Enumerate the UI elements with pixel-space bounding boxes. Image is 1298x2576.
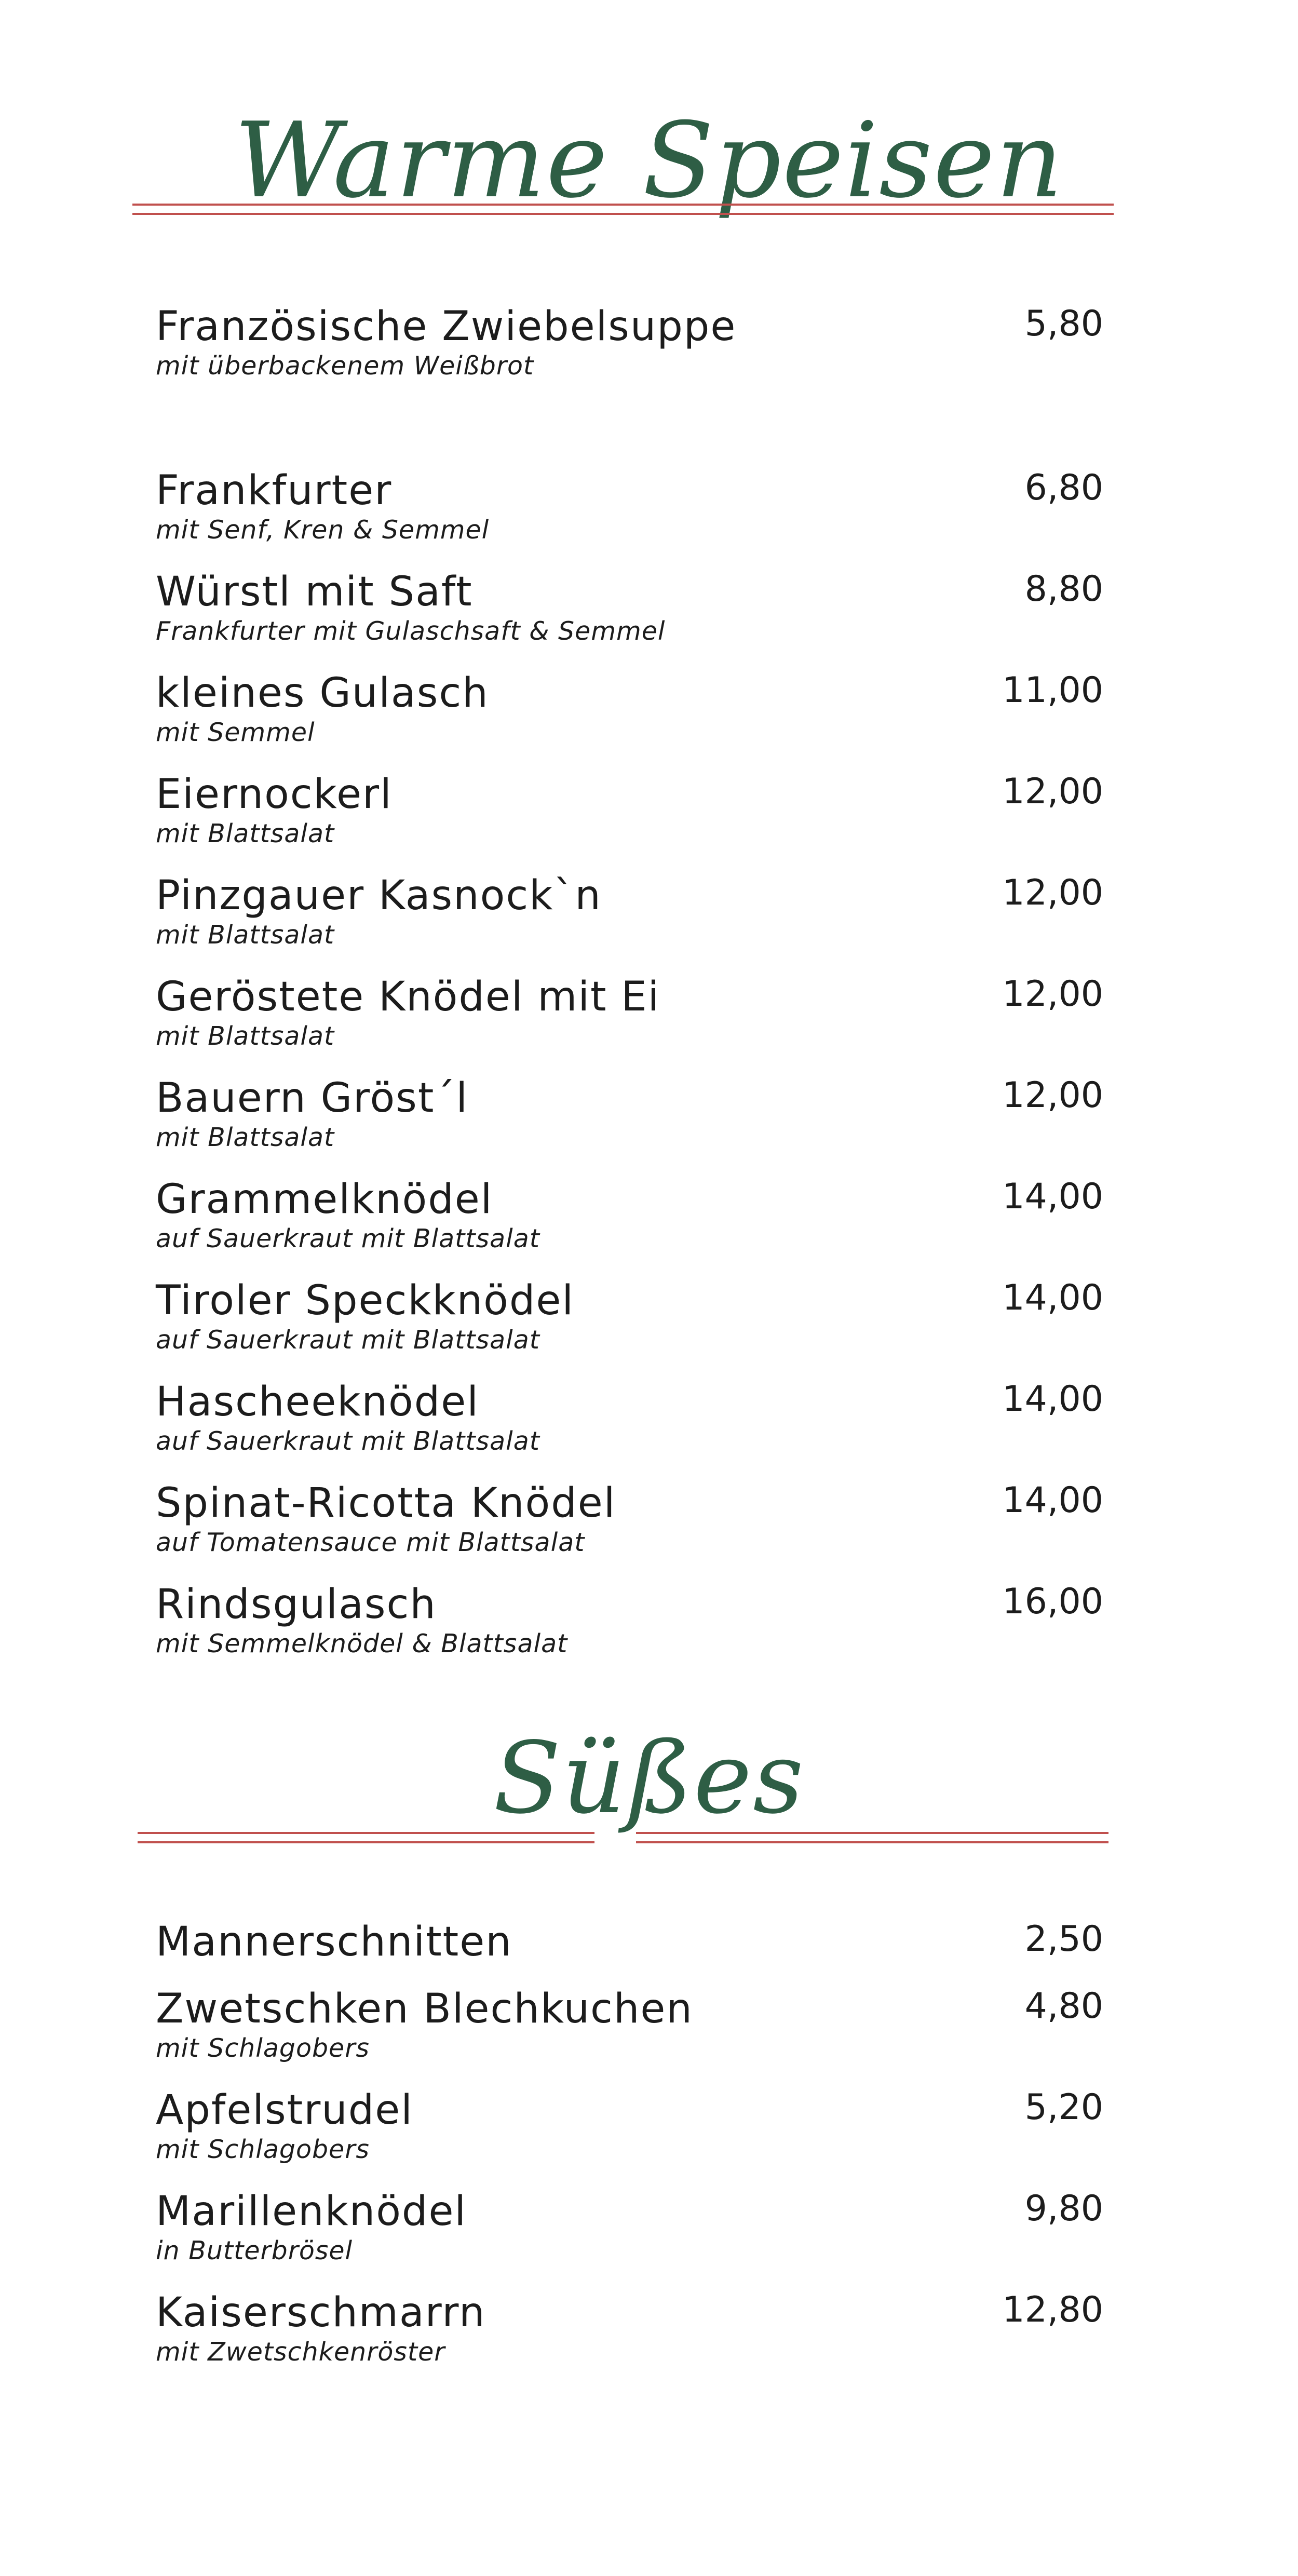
menu-item-name: Würstl mit Saft xyxy=(156,569,473,615)
sweet-rule-right-top xyxy=(636,1832,1108,1834)
menu-item-name: Tiroler Speckknödel xyxy=(156,1277,575,1324)
menu-item-price: 12,00 xyxy=(1002,872,1103,913)
menu-item-description: mit Blattsalat xyxy=(156,1123,335,1152)
menu-item-price: 12,00 xyxy=(1002,1075,1103,1116)
menu-item-description: auf Sauerkraut mit Blattsalat xyxy=(156,1325,540,1355)
menu-item-price: 6,80 xyxy=(1024,467,1103,508)
menu-item-description: auf Sauerkraut mit Blattsalat xyxy=(156,1426,540,1456)
menu-item-price: 5,80 xyxy=(1024,303,1103,344)
menu-item-name: Französische Zwiebelsuppe xyxy=(156,303,737,350)
menu-item-description: auf Tomatensauce mit Blattsalat xyxy=(156,1528,585,1557)
menu-item-description: mit Blattsalat xyxy=(156,819,335,848)
menu-item-price: 8,80 xyxy=(1024,569,1103,610)
menu-item-description: mit Blattsalat xyxy=(156,920,335,950)
section-title-warme-speisen: Warme Speisen xyxy=(234,100,1064,221)
menu-item-description: mit überbackenem Weißbrot xyxy=(156,351,534,381)
title-underline-top xyxy=(132,204,1114,206)
menu-item-description: Frankfurter mit Gulaschsaft & Semmel xyxy=(156,616,666,646)
menu-item-price: 12,00 xyxy=(1002,771,1103,812)
section-title-suesses: Süßes xyxy=(493,1721,805,1836)
menu-item-description: auf Sauerkraut mit Blattsalat xyxy=(156,1224,540,1253)
menu-item-name: Frankfurter xyxy=(156,467,393,514)
menu-item-price: 11,00 xyxy=(1002,670,1103,711)
menu-item-price: 2,50 xyxy=(1024,1919,1103,1960)
menu-item-name: kleines Gulasch xyxy=(156,670,489,717)
menu-item-description: mit Zwetschkenröster xyxy=(156,2337,445,2367)
menu-item-price: 12,00 xyxy=(1002,974,1103,1015)
sweet-rule-left-bottom xyxy=(138,1841,594,1843)
menu-item-price: 14,00 xyxy=(1002,1176,1103,1217)
menu-item-price: 4,80 xyxy=(1024,1986,1103,2027)
menu-item-price: 16,00 xyxy=(1002,1581,1103,1622)
menu-item-name: Marillenknödel xyxy=(156,2188,467,2235)
menu-item-description: mit Schlagobers xyxy=(156,2033,370,2063)
menu-item-name: Kaiserschmarrn xyxy=(156,2289,486,2336)
menu-item-name: Grammelknödel xyxy=(156,1176,493,1223)
menu-item-name: Hascheeknödel xyxy=(156,1379,479,1425)
menu-item-name: Rindsgulasch xyxy=(156,1581,437,1628)
sweet-rule-left-top xyxy=(138,1832,594,1834)
title-underline-bottom xyxy=(132,213,1114,215)
menu-item-price: 12,80 xyxy=(1002,2289,1103,2330)
menu-item-name: Pinzgauer Kasnock`n xyxy=(156,872,602,919)
menu-item-price: 14,00 xyxy=(1002,1480,1103,1521)
menu-item-name: Mannerschnitten xyxy=(156,1919,512,1965)
menu-item-name: Geröstete Knödel mit Ei xyxy=(156,974,660,1020)
menu-item-price: 5,20 xyxy=(1024,2087,1103,2128)
menu-item-price: 14,00 xyxy=(1002,1379,1103,1420)
menu-item-name: Apfelstrudel xyxy=(156,2087,413,2134)
menu-item-name: Eiernockerl xyxy=(156,771,393,818)
menu-item-description: mit Semmelknödel & Blattsalat xyxy=(156,1629,568,1658)
sweet-rule-right-bottom xyxy=(636,1841,1108,1843)
menu-item-price: 14,00 xyxy=(1002,1277,1103,1318)
menu-item-price: 9,80 xyxy=(1024,2188,1103,2229)
menu-item-description: mit Semmel xyxy=(156,718,315,747)
menu-item-name: Zwetschken Blechkuchen xyxy=(156,1986,693,2032)
menu-item-description: mit Schlagobers xyxy=(156,2135,370,2164)
menu-item-description: in Butterbrösel xyxy=(156,2236,353,2265)
menu-item-description: mit Senf, Kren & Semmel xyxy=(156,515,490,545)
menu-item-name: Spinat-Ricotta Knödel xyxy=(156,1480,616,1527)
menu-item-description: mit Blattsalat xyxy=(156,1021,335,1051)
menu-item-name: Bauern Gröst´l xyxy=(156,1075,469,1122)
